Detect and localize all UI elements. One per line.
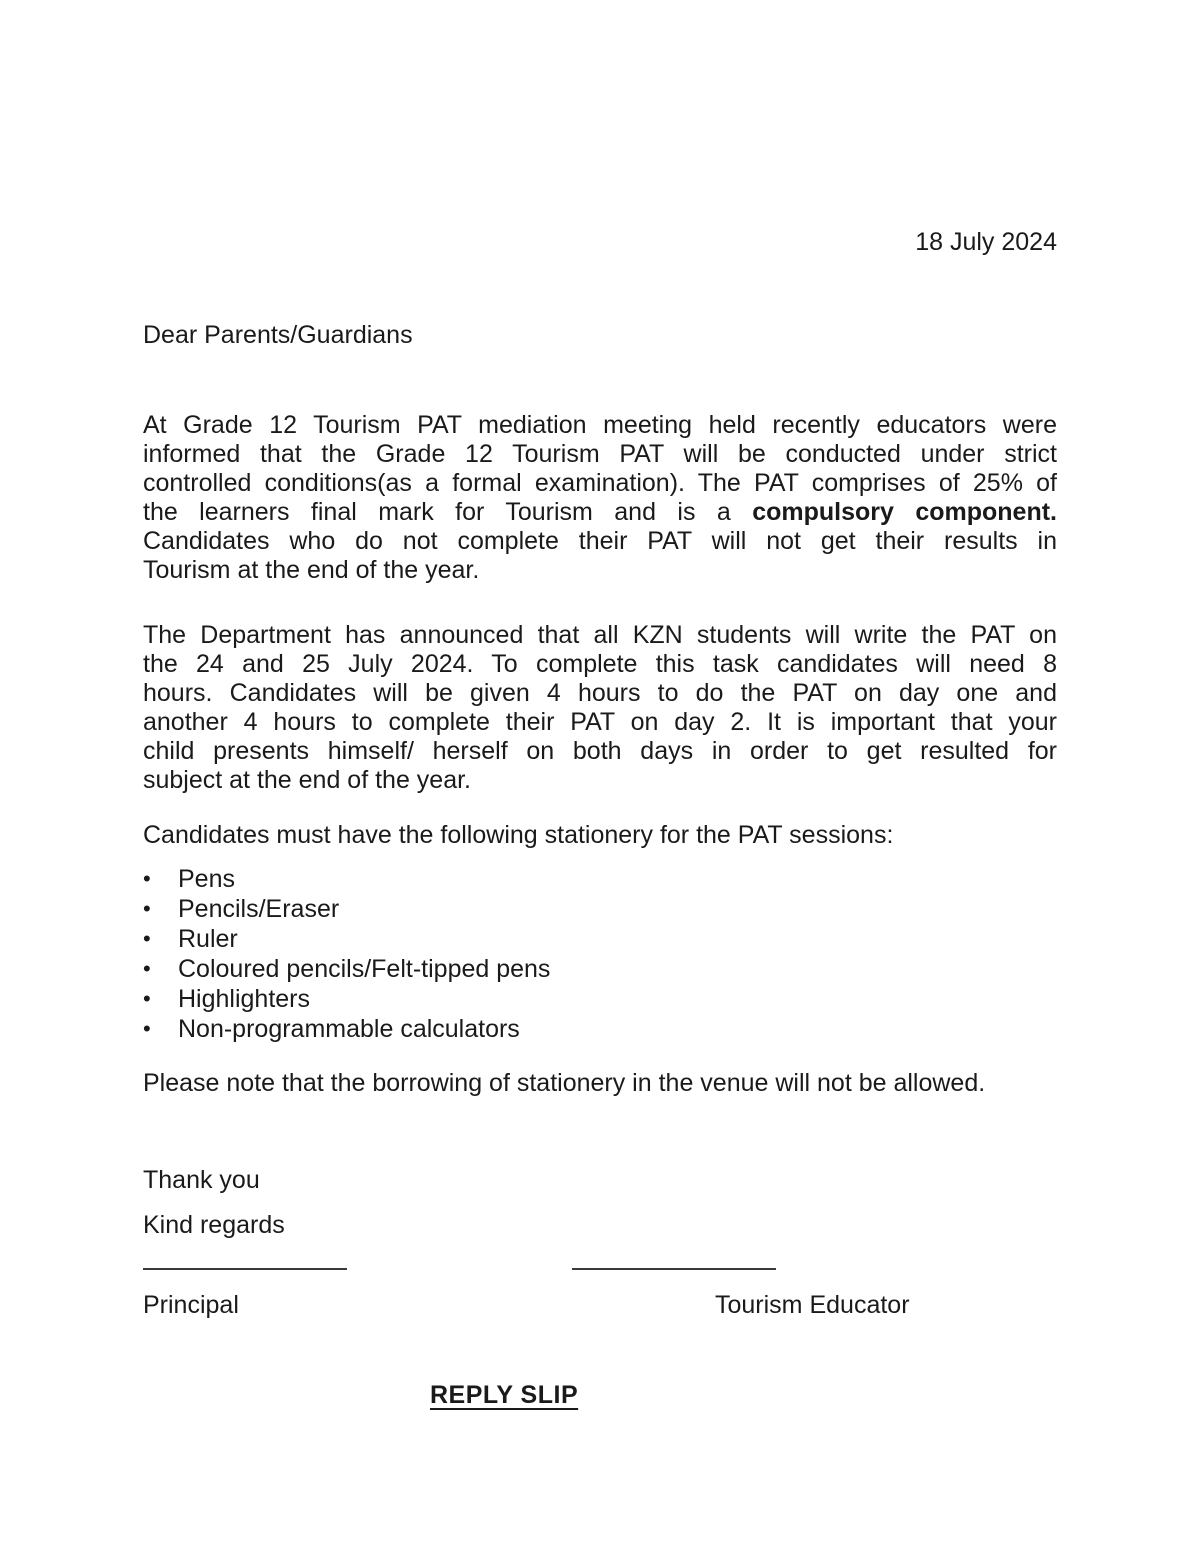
educator-signature-line xyxy=(572,1268,776,1270)
para1-line6: Tourism at the end of the year. xyxy=(143,556,480,584)
para1-line1: At Grade 12 Tourism PAT mediation meeting held recently educators were xyxy=(143,411,1057,439)
tourism-educator-label: Tourism Educator xyxy=(715,1291,910,1319)
bullet-icon: • xyxy=(143,986,151,1011)
salutation: Dear Parents/Guardians xyxy=(143,321,413,349)
signature-labels xyxy=(143,1291,1057,1320)
para1-line4-text: the learners final mark for Tourism and is a xyxy=(143,498,731,526)
list-item xyxy=(143,984,1057,1014)
letter-date: 18 July 2024 xyxy=(915,228,1057,256)
stationery-list xyxy=(143,864,1057,1044)
para1-line2: informed that the Grade 12 Tourism PAT will be conducted under strict xyxy=(143,440,1057,468)
list-item-label: Highlighters xyxy=(178,985,311,1013)
list-item xyxy=(143,864,1057,894)
reply-slip-heading: REPLY SLIP xyxy=(430,1381,579,1409)
principal-label: Principal xyxy=(143,1291,239,1319)
paragraph-pat-conditions xyxy=(143,411,1057,585)
stationery-note: Please note that the borrowing of stationery in the venue will not be allowed. xyxy=(143,1069,986,1097)
list-item-label: Non-programmable calculators xyxy=(178,1015,520,1043)
paragraph-pat-schedule xyxy=(143,621,1057,795)
para2-line6: subject at the end of the year. xyxy=(143,766,472,794)
stationery-intro: Candidates must have the following stationery for the PAT sessions: xyxy=(143,821,894,849)
para1-line4 xyxy=(143,498,1057,527)
para1-line4-bold-text: compulsory component. xyxy=(752,498,1058,526)
list-item-label: Coloured pencils/Felt-tipped pens xyxy=(178,955,551,983)
list-item-label: Ruler xyxy=(178,925,238,953)
para2-line5: child presents himself/ herself on both days in order to get resulted for xyxy=(143,737,1057,765)
para2-line4: another 4 hours to complete their PAT on day 2. It is important that your xyxy=(143,708,1057,736)
para1-line3: controlled conditions(as a formal examination). The PAT comprises of 25% of xyxy=(143,469,1057,497)
closing-kind-regards: Kind regards xyxy=(143,1211,285,1239)
para2-line1: The Department has announced that all KZN students will write the PAT on xyxy=(143,621,1057,649)
bullet-icon: • xyxy=(143,956,151,981)
list-item xyxy=(143,924,1057,954)
bullet-icon: • xyxy=(143,1016,151,1041)
list-item xyxy=(143,1014,1057,1044)
para2-line3: hours. Candidates will be given 4 hours to do the PAT on day one and xyxy=(143,679,1057,707)
list-item-label: Pencils/Eraser xyxy=(178,895,340,923)
bullet-icon: • xyxy=(143,926,151,951)
bullet-icon: • xyxy=(143,896,151,921)
para1-line5: Candidates who do not complete their PAT will not get their results in xyxy=(143,527,1057,555)
list-item-label: Pens xyxy=(178,865,235,893)
bullet-icon: • xyxy=(143,866,151,891)
signature-lines xyxy=(143,1268,1057,1270)
para2-line2: the 24 and 25 July 2024. To complete this task candidates will need 8 xyxy=(143,650,1057,678)
principal-signature-line xyxy=(143,1268,347,1270)
closing-thank-you: Thank you xyxy=(143,1166,260,1194)
list-item xyxy=(143,894,1057,924)
list-item xyxy=(143,954,1057,984)
